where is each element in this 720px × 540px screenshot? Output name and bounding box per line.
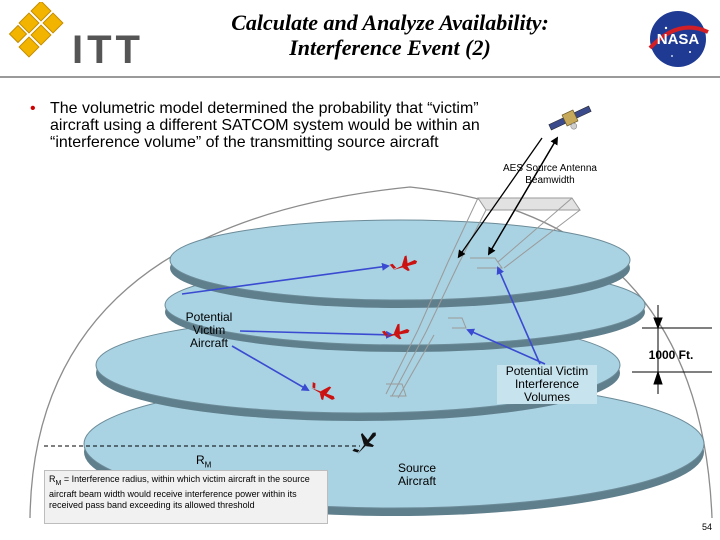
title-line-1: Calculate and Analyze Availability: xyxy=(231,10,549,35)
page-number: 54 xyxy=(701,522,712,532)
source-aircraft-label: Source Aircraft xyxy=(397,461,437,488)
altitude-label: 1000 Ft. xyxy=(648,348,694,362)
victim-aircraft-label: Potential Victim Aircraft xyxy=(185,310,233,350)
radius-definition-note: $R_M$ = Interference radius, within which victim aircraft in the source aircraft beam width would receive interference power within its received pass band exceeding its allowed threshold xyxy=(44,470,328,524)
nasa-logo-text: NASA xyxy=(656,31,700,48)
aes-antenna-label: AES Source Antenna Beamwidth xyxy=(503,163,597,186)
interference-volumes-label: Potential Victim Interference Volumes xyxy=(497,365,597,404)
title-line-2: Interference Event (2) xyxy=(289,35,491,60)
bullet-text: The volumetric model determined the probability that “victim” aircraft using a different SATCOM system would be within an “interference volume” of the transmitting source aircraft xyxy=(50,100,480,151)
altitude-disk-top xyxy=(170,220,630,308)
bullet-marker: • xyxy=(30,100,36,117)
radius-label: $R_M$ xyxy=(196,453,212,470)
itt-logo-text: ITT xyxy=(72,28,144,72)
satellite-icon xyxy=(548,103,595,138)
